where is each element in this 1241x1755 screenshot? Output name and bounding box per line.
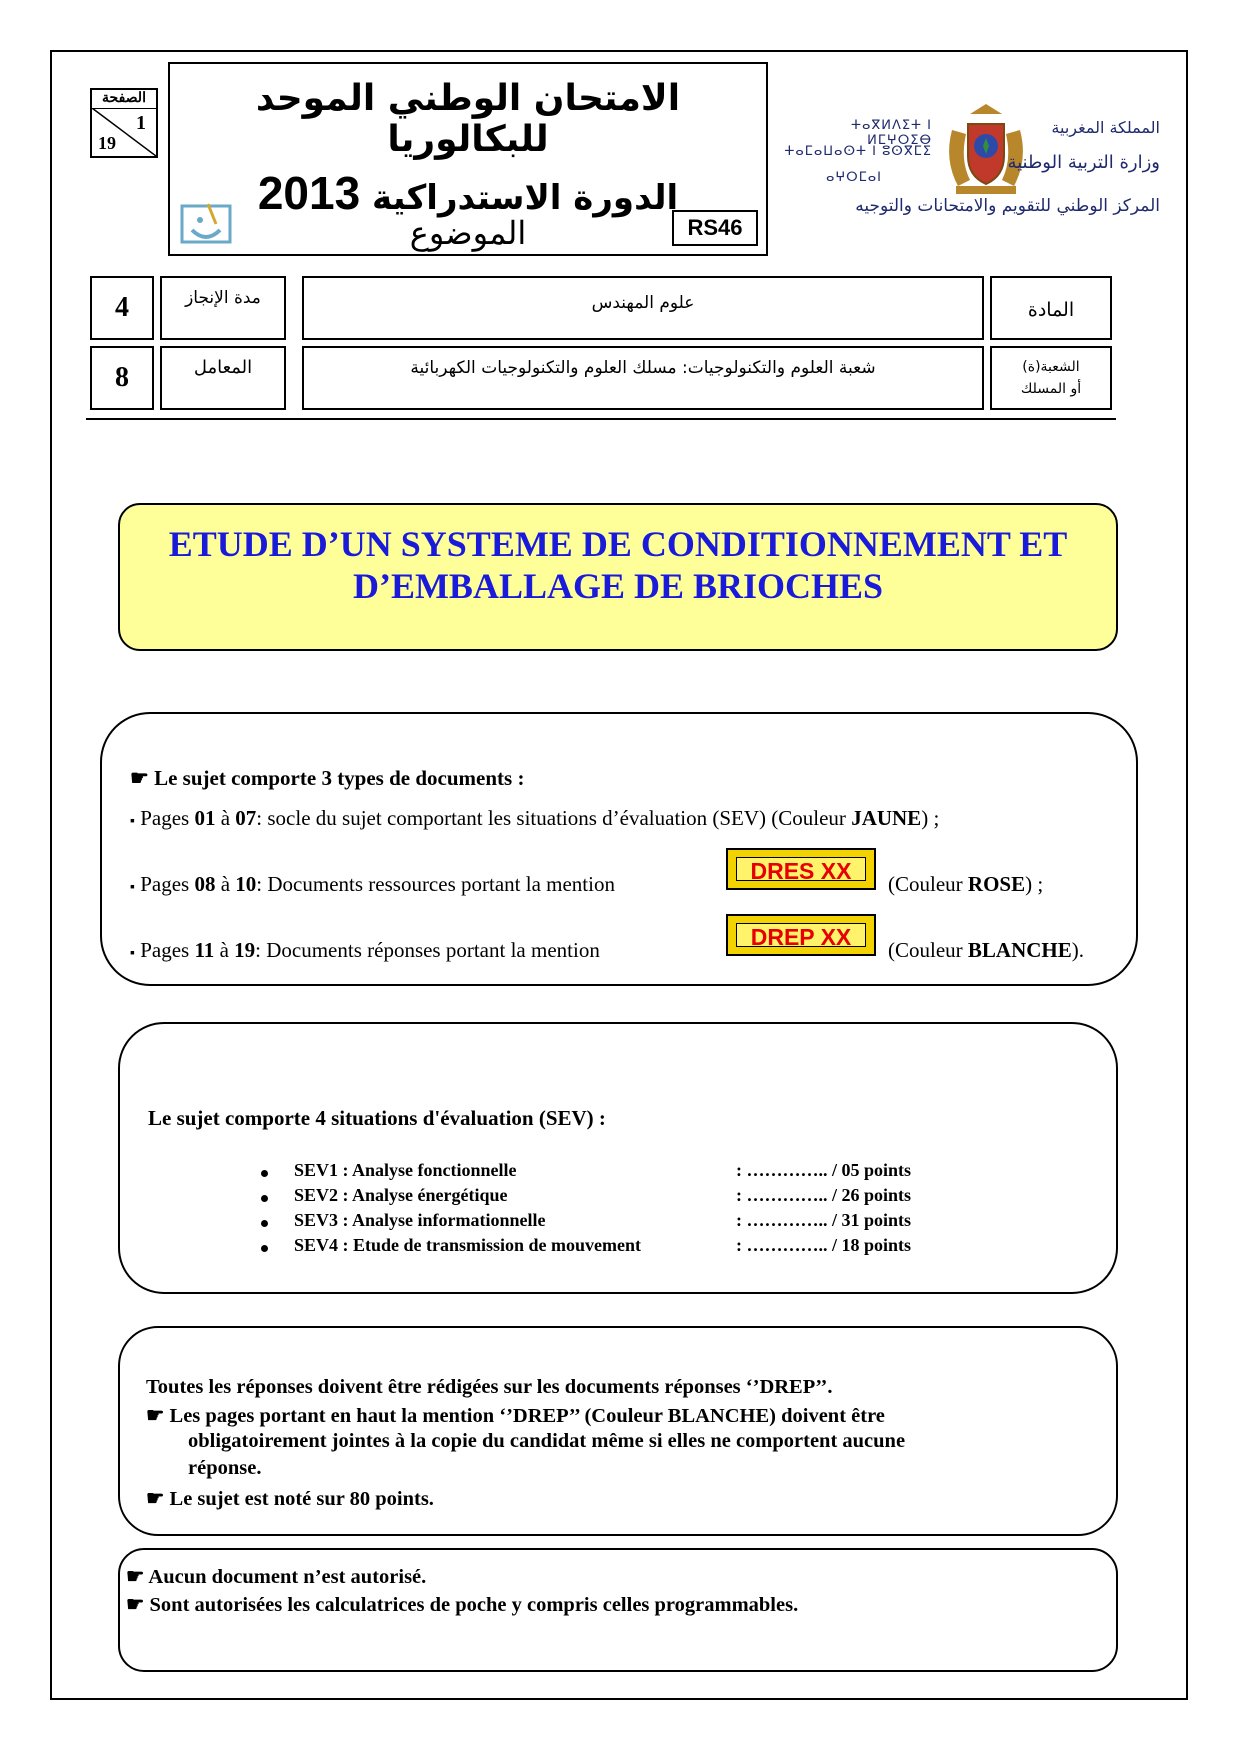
row2-after: (Couleur xyxy=(888,872,968,896)
row2-text: : Documents ressources portant la mention xyxy=(256,872,615,896)
row1-lead: Pages xyxy=(140,806,195,830)
rules-line-1-text: Aucun document n’est autorisé. xyxy=(148,1566,427,1588)
branch-value: شعبة العلوم والتكنولوجيات: مسلك العلوم والتكنولوجيات الكهربائية xyxy=(302,346,984,410)
sev-item-label: SEV4 : Etude de transmission de mouvement xyxy=(294,1235,642,1255)
dres-stamp-text: DRES XX xyxy=(736,857,866,881)
drep-stamp-text: DREP XX xyxy=(736,923,866,947)
session-year: 2013 xyxy=(257,167,361,219)
subject-value: علوم المهندس xyxy=(302,276,984,340)
pointing-hand-icon: ☛ xyxy=(130,766,149,790)
duration-value: 4 xyxy=(90,276,154,340)
bullet-icon xyxy=(261,1195,268,1202)
sev-item-label: SEV1 : Analyse fonctionnelle xyxy=(294,1160,517,1180)
row3-to: 19 xyxy=(234,938,256,962)
branch-label-cell xyxy=(990,346,1112,410)
sev-item-label: SEV3 : Analyse informationnelle xyxy=(294,1210,546,1230)
page-total: 19 xyxy=(98,133,116,153)
sev-item-label: SEV2 : Analyse énergétique xyxy=(294,1185,508,1205)
row1-color: JAUNE xyxy=(851,806,922,830)
tifinagh-line-3: ⴰⵖⵔⵎⴰⵏ xyxy=(825,170,882,185)
branch-label-2: أو المسلك xyxy=(1020,381,1082,397)
exam-code: RS46 xyxy=(672,210,758,246)
banner-line-2: D’EMBALLAGE DE BRIOCHES xyxy=(352,566,884,606)
answers-line-4: réponse. xyxy=(188,1457,262,1479)
answers-line-5 xyxy=(146,1486,434,1511)
square-bullet-icon: ▪ xyxy=(130,880,135,895)
banner-line-1: ETUDE D’UN SYSTEME DE CONDITIONNEMENT ET xyxy=(168,524,1068,564)
center-name: المركز الوطني للتقويم والامتحانات والتوجيه xyxy=(855,196,1160,216)
header-divider xyxy=(86,418,1116,420)
pointing-hand-icon: ☛ xyxy=(146,1405,165,1427)
coef-value: 8 xyxy=(90,346,154,410)
documents-heading-line xyxy=(130,766,524,791)
bullet-icon xyxy=(261,1245,268,1252)
documents-row-3 xyxy=(130,938,600,963)
bullet-icon xyxy=(261,1170,268,1177)
answers-line-1: Toutes les réponses doivent être rédigées sur les documents réponses ‘’DREP’’. xyxy=(146,1376,833,1398)
row2-from: 08 xyxy=(194,872,216,896)
row3-end: ). xyxy=(1071,938,1085,962)
ministry-name: وزارة التربية الوطنية xyxy=(1007,152,1160,173)
answers-line-2-text: Les pages portant en haut la mention ‘’DREP’’ (Couleur BLANCHE) doivent être xyxy=(169,1405,885,1427)
documents-row-3-color xyxy=(888,938,1084,963)
row3-lead: Pages xyxy=(140,938,195,962)
bullet-icon xyxy=(261,1220,268,1227)
coef-label: المعامل xyxy=(160,346,286,410)
page-number: 1 xyxy=(136,112,146,134)
row2-lead: Pages xyxy=(140,872,195,896)
center-logo-icon xyxy=(178,200,234,246)
rules-line-1 xyxy=(126,1564,426,1589)
page-label: الصفحة xyxy=(92,90,156,109)
answers-line-3: obligatoirement jointes à la copie du candidat même si elles ne comportent aucune xyxy=(188,1430,906,1452)
tifinagh-line-1: ⵜⴰⴳⵍⴷⵉⵜ ⵏ ⵍⵎⵖⵔⵉⴱ xyxy=(850,118,932,148)
sev-item-score: : ………….. / 18 points xyxy=(736,1235,912,1255)
drep-stamp xyxy=(726,914,876,956)
square-bullet-icon: ▪ xyxy=(130,814,135,829)
row1-from: 01 xyxy=(194,806,216,830)
sev-item-score: : ………….. / 26 points xyxy=(736,1185,912,1205)
branch-label-1: الشعبة(ة) xyxy=(1022,359,1080,375)
pointing-hand-icon: ☛ xyxy=(126,1594,145,1616)
documents-row-1 xyxy=(130,806,939,831)
row3-text: : Documents réponses portant la mention xyxy=(255,938,600,962)
duration-label: مدة الإنجاز xyxy=(160,276,286,340)
row3-from: 11 xyxy=(194,938,215,962)
dres-stamp xyxy=(726,848,876,890)
exam-title-box xyxy=(168,62,768,256)
sev-heading: Le sujet comporte 4 situations d'évaluation (SEV) : xyxy=(148,1106,606,1130)
pointing-hand-icon: ☛ xyxy=(146,1488,165,1510)
row2-color: ROSE xyxy=(967,872,1026,896)
row2-a: à xyxy=(215,872,236,896)
coat-of-arms-icon xyxy=(940,100,1032,196)
row1-a: à xyxy=(215,806,236,830)
square-bullet-icon: ▪ xyxy=(130,946,135,961)
row2-to: 10 xyxy=(235,872,257,896)
rules-line-2-text: Sont autorisées les calculatrices de poche y compris celles programmables. xyxy=(149,1594,799,1616)
documents-row-2 xyxy=(130,872,615,897)
answers-line-5-text: Le sujet est noté sur 80 points. xyxy=(169,1488,434,1510)
subject-label: الموضوع xyxy=(409,214,527,252)
sev-item-score: : ………….. / 31 points xyxy=(736,1210,912,1230)
row3-after: (Couleur xyxy=(888,938,968,962)
page-number-box xyxy=(90,88,158,158)
pointing-hand-icon: ☛ xyxy=(126,1566,145,1588)
session-text: الدورة الاستدراكية xyxy=(372,178,679,218)
tifinagh-line-2: ⵜⴰⵎⴰⵡⴰⵙⵜ ⵏ ⵓⵙⴳⵎⵉ xyxy=(784,144,932,159)
documents-row-2-color xyxy=(888,872,1043,897)
kingdom-name: المملكة المغربية xyxy=(1051,118,1160,137)
row1-text: : socle du sujet comportant les situations d’évaluation (SEV) (Couleur xyxy=(256,806,852,830)
sev-item-score: : ………….. / 05 points xyxy=(736,1160,912,1180)
row1-to: 07 xyxy=(235,806,257,830)
rules-line-2 xyxy=(126,1592,798,1617)
documents-heading: Le sujet comporte 3 types de documents : xyxy=(154,766,525,790)
row3-a: à xyxy=(214,938,235,962)
exam-title: الامتحان الوطني الموحد للبكالوريا xyxy=(255,78,681,160)
subject-label-cell: المادة xyxy=(990,276,1112,340)
row3-color: BLANCHE xyxy=(967,938,1072,962)
row1-end: ) ; xyxy=(921,806,940,830)
row2-end: ) ; xyxy=(1025,872,1044,896)
answers-line-2 xyxy=(146,1403,885,1428)
title-banner xyxy=(118,503,1118,651)
